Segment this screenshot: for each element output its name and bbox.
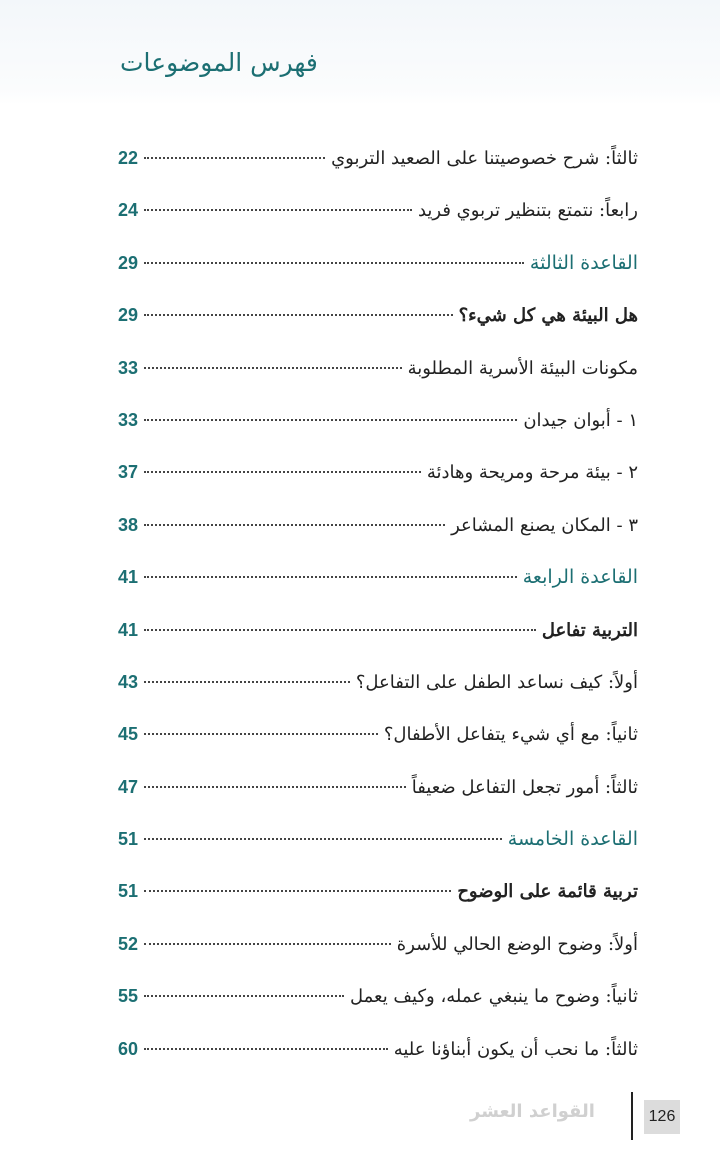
- toc-entry-title: القاعدة الثالثة: [529, 251, 638, 274]
- toc-entry-title: ٢ - بيئة مرحة ومريحة وهادئة: [426, 462, 638, 484]
- footer-divider: [631, 1092, 633, 1140]
- toc-entry-title: رابعاً: نتمتع بتنظير تربوي فريد: [417, 200, 638, 222]
- toc-entry-title: مكونات البيئة الأسرية المطلوبة: [407, 357, 638, 379]
- toc-entry[interactable]: [118, 454, 638, 506]
- toc-entry[interactable]: [118, 769, 638, 821]
- dot-leader: [144, 471, 421, 473]
- toc-entry[interactable]: [118, 612, 638, 664]
- toc-entry-page: 37: [118, 462, 139, 483]
- dot-leader: [144, 1048, 388, 1050]
- toc-entry-page: 52: [118, 933, 139, 954]
- toc-entry-title: ثانياً: مع أي شيء يتفاعل الأطفال؟: [383, 724, 638, 746]
- dot-leader: [144, 419, 517, 421]
- toc-entry-page: 43: [118, 671, 139, 692]
- dot-leader: [144, 838, 502, 840]
- dot-leader: [144, 314, 453, 316]
- toc-entry[interactable]: [118, 507, 638, 559]
- toc-entry-title: أولاً: كيف نساعد الطفل على التفاعل؟: [355, 671, 638, 693]
- toc-entry-page: 47: [118, 776, 139, 797]
- dot-leader: [144, 209, 412, 211]
- toc-entry-title: ١ - أبوان جيدان: [523, 409, 638, 431]
- toc-entry-page: 51: [118, 881, 139, 902]
- toc-entry[interactable]: [118, 297, 638, 349]
- dot-leader: [144, 890, 451, 892]
- toc-entry[interactable]: [118, 350, 638, 402]
- toc-entry-title: ٣ - المكان يصنع المشاعر: [451, 514, 638, 536]
- toc-entry-page: 45: [118, 724, 139, 745]
- toc-entry-page: 22: [118, 148, 139, 168]
- toc-entry-title: أولاً: وضوح الوضع الحالي للأسرة: [396, 933, 638, 955]
- toc-entry-title: ثانياً: وضوح ما ينبغي عمله، وكيف يعمل: [349, 986, 638, 1008]
- toc-entry-page: 33: [118, 357, 139, 378]
- toc-entry[interactable]: [118, 873, 638, 925]
- toc-entry-page: 38: [118, 514, 139, 535]
- toc-entry-title: تربية قائمة على الوضوح: [457, 881, 638, 903]
- toc-entry[interactable]: [118, 402, 638, 454]
- book-title: القواعد العشر: [470, 1101, 595, 1122]
- toc-entry[interactable]: [118, 821, 638, 873]
- toc-entry[interactable]: [118, 559, 638, 611]
- toc-entry-page: 29: [118, 252, 139, 273]
- dot-leader: [144, 367, 402, 369]
- toc-entry[interactable]: [118, 192, 638, 244]
- toc-entry[interactable]: [118, 664, 638, 716]
- dot-leader: [144, 733, 378, 735]
- toc-entry[interactable]: [118, 716, 638, 768]
- toc-entry[interactable]: [118, 1031, 638, 1083]
- toc-entry-page: 41: [118, 567, 139, 588]
- dot-leader: [144, 786, 406, 788]
- toc-entry-title: ثالثاً: ما نحب أن يكون أبناؤنا عليه: [393, 1038, 638, 1060]
- page-header: [0, 0, 720, 105]
- toc-entry-title: التربية تفاعل: [541, 619, 638, 641]
- table-of-contents: [118, 140, 638, 1083]
- toc-entry-page: 24: [118, 200, 139, 221]
- toc-entry[interactable]: [118, 926, 638, 978]
- page-number: 126: [644, 1100, 680, 1134]
- dot-leader: [144, 681, 350, 683]
- dot-leader: [144, 576, 517, 578]
- toc-entry-title: ثالثاً: شرح خصوصيتنا على الصعيد التربوي: [331, 148, 638, 169]
- toc-entry-page: 51: [118, 829, 139, 850]
- dot-leader: [144, 262, 524, 264]
- toc-entry-page: 33: [118, 409, 139, 430]
- toc-entry-title: هل البيئة هي كل شيء؟: [458, 305, 638, 327]
- toc-entry[interactable]: [118, 140, 638, 192]
- toc-entry[interactable]: [118, 978, 638, 1030]
- dot-leader: [144, 629, 536, 631]
- toc-entry-page: 60: [118, 1038, 139, 1059]
- toc-entry-title: القاعدة الرابعة: [522, 566, 638, 589]
- dot-leader: [144, 157, 325, 159]
- page-title: فهرس الموضوعات: [120, 48, 318, 77]
- dot-leader: [144, 524, 445, 526]
- dot-leader: [144, 943, 391, 945]
- toc-entry-title: القاعدة الخامسة: [507, 828, 638, 851]
- toc-entry-page: 29: [118, 305, 139, 326]
- toc-entry-title: ثالثاً: أمور تجعل التفاعل ضعيفاً: [411, 776, 638, 798]
- toc-entry[interactable]: [118, 245, 638, 297]
- toc-entry-page: 55: [118, 986, 139, 1007]
- toc-entry-page: 41: [118, 619, 139, 640]
- dot-leader: [144, 995, 344, 997]
